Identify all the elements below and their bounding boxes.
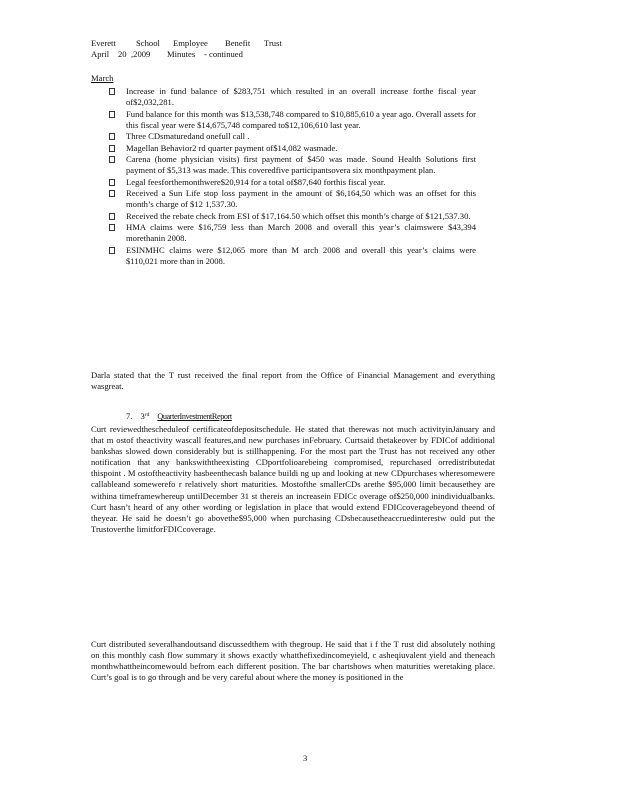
ordinal-number: 3	[140, 411, 145, 421]
checkbox-bullet-icon	[109, 88, 115, 95]
checkbox-bullet-icon	[109, 156, 115, 163]
bullet-text: Increase in fund balance of $283,751 which resulted in an overall increase forthe fiscal year of$2,032,281.	[126, 86, 476, 108]
list-item	[108, 188, 476, 210]
bullet-text: Carena (home physician visits) first payment of $450 was made. Sound Health Solutions first payment of $5,313 was made. This coveredfive participantsovera six monthpayment plan.	[126, 154, 476, 176]
section-title-march: March	[91, 73, 114, 83]
checkbox-bullet-icon	[109, 179, 115, 186]
list-item	[108, 222, 476, 244]
list-item	[108, 131, 476, 142]
header-word: Employee	[173, 38, 208, 48]
checkbox-bullet-icon	[109, 247, 115, 254]
document-header	[91, 38, 511, 60]
header-line-1	[91, 38, 511, 49]
bullet-text: ESINMHC claims were $12,065 more than M arch 2008 and overall this year’s claims were $110,021 more than in 2008.	[126, 244, 476, 266]
section-number: 7.	[126, 411, 133, 421]
header-word: 20	[118, 49, 127, 60]
bullet-text: HMA claims were $16,759 less than March 2008 and overall this year’s claimswere $43,394 morethanin 2008.	[126, 222, 476, 244]
bullet-text: Legal feesforthemonthwere$20,914 for a total of$87,640 forthis fiscal year.	[126, 176, 386, 187]
list-item	[108, 143, 476, 154]
header-word: April	[91, 49, 110, 60]
checkbox-bullet-icon	[109, 133, 115, 140]
list-item	[108, 154, 476, 176]
header-word: ,2009	[131, 49, 151, 60]
checkbox-bullet-icon	[109, 213, 115, 220]
list-item	[108, 109, 476, 131]
header-word: School	[136, 38, 160, 48]
march-bullet-list	[108, 86, 476, 267]
list-item	[108, 245, 476, 267]
header-word: Trust	[264, 38, 282, 48]
checkbox-bullet-icon	[109, 145, 115, 152]
bullet-text: Fund balance for this month was $13,538,748 compared to $10,885,610 a year ago. Overall assets for this fiscal year were $14,675,748 compared to$12,106,610 last year.	[126, 108, 476, 130]
header-word: - continued	[204, 49, 243, 60]
checkbox-bullet-icon	[109, 190, 115, 197]
curt-paragraph-2: Curt distributed severalhandoutsand discussedthem with thegroup. He said that i f the T rust did absolutely nothing on this monthly cash flow summary it shows exactly whatthefixedincomeyield, c asheqiuvalent yield and theneach monthwhattheincomewould befrom each different position. The bar chartshows when maturities weretaking place. Curt’s goal is to go through and be very careful about where the money is positioned in the	[91, 639, 495, 683]
header-line-2	[91, 49, 511, 60]
header-word: Minutes	[167, 49, 196, 60]
list-item	[108, 211, 476, 222]
bullet-text: Three CDsmaturedand onefull call .	[126, 131, 250, 142]
list-item	[108, 86, 476, 108]
bullet-text: Magellan Behavior2 rd quarter payment of$14,082 wasmade.	[126, 142, 338, 153]
list-item	[108, 177, 476, 188]
curt-paragraph-1: Curt reviewedthescheduleof certificateofdepositschedule. He stated that therewas not much activityinJanuary and that m ostof theactivity wascall features,and new purchases inFebruary. Curtsaid thetakeover by FDICof additional bankshas slowed down considerably but is stillhappening. For the most part the Trust has not received any other notification that any bankswiththeexisting CDportfolioarebeing compromised, repurchased orredistributedat thispoint . M ostoftheactivity hasbeenthecash balance buildi ng up and looking at new CDpurchases wheresomewere callableand somewerefo r relatively short maturities. Mostofthe smallerCDs arethe $95,000 limit becausethey are withina timeframewhereup untilDecember 31 st thereis an increasein FDICc overage of$250,000 inindividualbanks. Curt hasn’t heard of any other wording or legislation in place that would extend FDICcoveragebeyond theend of theyear. He said he doesn’t go abovethe$95,000 when purchasing CDsbecausetheaccruedinterestw ould put the Trustoverthe limitforFDICcoverage.	[91, 424, 495, 534]
checkbox-bullet-icon	[109, 224, 115, 231]
page-number: 3	[303, 753, 308, 763]
section-title: QuarterInvestmentReport	[157, 412, 232, 421]
bullet-text: Received a Sun Life stop loss payment in the amount of $6,164,50 which was an offset for this month’s charge of $12 1,537.30.	[126, 188, 476, 210]
section-7-heading	[126, 411, 232, 422]
ordinal-suffix: rd	[144, 412, 150, 418]
header-word: Benefit	[225, 38, 251, 48]
darla-paragraph: Darla stated that the T rust received the final report from the Office of Financial Management and everything wasgreat.	[91, 370, 495, 392]
header-word: Everett	[91, 38, 116, 48]
bullet-text: Received the rebate check from ESI of $17,164.50 which offset this month’s charge of $121,537.30.	[126, 210, 471, 221]
checkbox-bullet-icon	[109, 111, 115, 118]
section-ordinal	[140, 411, 149, 422]
